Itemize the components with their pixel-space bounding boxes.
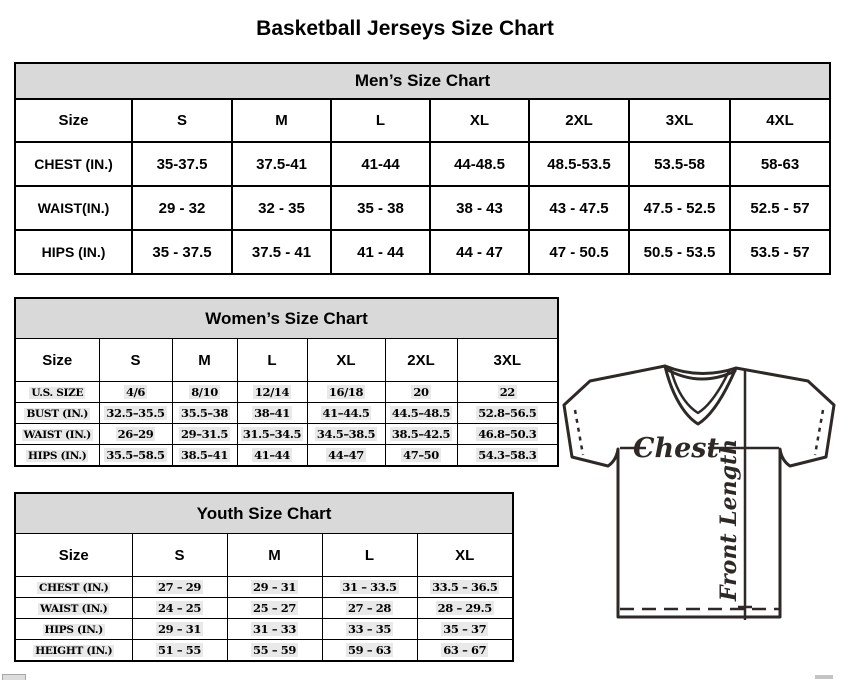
size-column-header: 3XL — [457, 339, 558, 382]
size-value: 53.5 - 57 — [750, 243, 810, 261]
mens-size-table — [14, 62, 831, 275]
youth-table-title: Youth Size Chart — [15, 493, 513, 534]
measurement-row — [15, 186, 830, 230]
size-value: 33 – 35 — [348, 622, 391, 636]
size-value: 63 – 67 — [443, 643, 487, 657]
size-value: 34.5–38.5 — [316, 427, 376, 441]
size-column-header: 2XL — [385, 339, 457, 382]
size-value: 35.5–58.5 — [106, 448, 165, 462]
mens-size-chart-section — [14, 62, 829, 275]
size-value: 31 – 33.5 — [342, 580, 397, 594]
jersey-measurement-diagram — [556, 356, 842, 626]
size-value: 29 – 31 — [253, 580, 296, 594]
size-column-header: 4XL — [730, 99, 830, 142]
size-value: 41–44.5 — [322, 406, 370, 420]
size-column-header: L — [322, 534, 417, 577]
size-column-header: M — [227, 534, 322, 577]
size-column-header: XL — [417, 534, 513, 577]
size-value: 41-44 — [361, 155, 400, 173]
size-value: 59 – 63 — [348, 643, 391, 657]
cutoff-fragment-right — [815, 675, 833, 679]
size-header-row — [15, 99, 830, 142]
measurement-row — [15, 403, 558, 424]
chest-label: Chest — [633, 433, 719, 464]
row-label: HIPS (IN.) — [44, 624, 103, 636]
measurement-row — [15, 598, 513, 619]
row-label: BUST (IN.) — [26, 408, 88, 420]
size-header-label: Size — [15, 534, 132, 577]
size-value: 31.5–34.5 — [242, 427, 302, 441]
size-value: 33.5 – 36.5 — [432, 580, 498, 594]
row-label: WAIST (IN.) — [40, 603, 108, 615]
size-value: 44–47 — [328, 448, 364, 462]
size-value: 38 - 43 — [456, 199, 503, 217]
size-value: 27 – 28 — [348, 601, 391, 615]
page-title: Basketball Jerseys Size Chart — [256, 17, 554, 41]
size-column-header: XL — [430, 99, 529, 142]
size-column-header: L — [237, 339, 307, 382]
men-table-title: Men’s Size Chart — [15, 63, 830, 99]
size-value: 29–31.5 — [181, 427, 228, 441]
women-table-title: Women’s Size Chart — [15, 298, 558, 339]
size-value: 44 - 47 — [456, 243, 503, 261]
size-header-label: Size — [15, 339, 99, 382]
front-length-label: Front Length — [716, 438, 742, 602]
youth-size-table — [14, 492, 514, 662]
size-value: 44-48.5 — [454, 155, 505, 173]
size-value: 47–50 — [403, 448, 439, 462]
size-value: 47.5 - 52.5 — [643, 199, 716, 217]
size-value: 50.5 - 53.5 — [643, 243, 716, 261]
measurement-row — [15, 424, 558, 445]
size-value: 27 – 29 — [158, 580, 201, 594]
size-value: 25 – 27 — [253, 601, 296, 615]
size-column-header: 3XL — [629, 99, 730, 142]
size-value: 52.5 - 57 — [750, 199, 810, 217]
womens-size-chart-section — [14, 297, 557, 467]
measurement-row — [15, 445, 558, 467]
measurement-row — [15, 230, 830, 274]
size-value: 58-63 — [760, 155, 800, 173]
youth-size-chart-section — [14, 492, 512, 662]
size-value: 51 – 55 — [158, 643, 201, 657]
measurement-row — [15, 142, 830, 186]
row-label: CHEST (IN.) — [39, 582, 109, 594]
size-value: 37.5 - 41 — [251, 243, 312, 261]
row-label: WAIST(IN.) — [37, 200, 110, 216]
size-value: 28 – 29.5 — [437, 601, 492, 615]
jersey-outline — [564, 366, 834, 617]
size-value: 43 - 47.5 — [549, 199, 609, 217]
size-value: 37.5-41 — [256, 155, 307, 173]
size-value: 48.5-53.5 — [547, 155, 611, 173]
row-label: HIPS (IN.) — [28, 450, 87, 462]
size-column-header: 2XL — [529, 99, 629, 142]
size-value: 41 - 44 — [357, 243, 404, 261]
size-value: 41–44 — [254, 448, 290, 462]
size-value: 29 – 31 — [158, 622, 201, 636]
size-value: 55 – 59 — [253, 643, 296, 657]
size-header-row — [15, 339, 558, 382]
size-column-header: S — [99, 339, 172, 382]
row-label: CHEST (IN.) — [34, 156, 113, 172]
measurement-row — [15, 577, 513, 598]
size-column-header: M — [232, 99, 331, 142]
size-column-header: S — [132, 99, 232, 142]
size-value: 38–41 — [254, 406, 290, 420]
size-column-header: M — [172, 339, 237, 382]
size-column-header: XL — [307, 339, 385, 382]
size-column-header: S — [132, 534, 227, 577]
row-label: WAIST (IN.) — [23, 429, 91, 441]
size-header-row — [15, 534, 513, 577]
size-value: 26–29 — [117, 427, 154, 441]
size-value: 35.5–38 — [181, 406, 228, 420]
size-column-header: L — [331, 99, 430, 142]
size-value: 32 - 35 — [258, 199, 305, 217]
size-value: 31 – 33 — [253, 622, 296, 636]
size-value: 24 – 25 — [158, 601, 201, 615]
size-value: 38.5–42.5 — [391, 427, 451, 441]
size-value: 54.3–58.3 — [478, 448, 537, 462]
size-value: 32.5–35.5 — [106, 406, 165, 420]
size-value: 52.8–56.5 — [478, 406, 537, 420]
size-value: 8/10 — [191, 385, 218, 399]
size-value: 35 - 37.5 — [152, 243, 212, 261]
size-value: 46.8–50.3 — [478, 427, 537, 441]
row-label: U.S. SIZE — [31, 387, 84, 399]
size-value: 35 - 38 — [357, 199, 404, 217]
size-value: 47 - 50.5 — [549, 243, 609, 261]
row-label: HEIGHT (IN.) — [35, 645, 113, 657]
size-value: 35 – 37 — [443, 622, 487, 636]
size-value: 12/14 — [254, 385, 290, 399]
size-value: 4/6 — [125, 385, 145, 399]
size-value: 44.5–48.5 — [391, 406, 451, 420]
size-value: 29 - 32 — [158, 199, 206, 217]
size-value: 53.5-58 — [654, 155, 705, 173]
size-value: 35-37.5 — [156, 155, 208, 173]
size-value: 20 — [413, 385, 429, 399]
row-label: HIPS (IN.) — [41, 244, 106, 260]
measurement-row — [15, 640, 513, 662]
measurement-row — [15, 619, 513, 640]
womens-size-table — [14, 297, 559, 467]
cutoff-fragment-left — [2, 674, 26, 680]
size-header-label: Size — [15, 99, 132, 142]
size-value: 22 — [499, 385, 515, 399]
size-value: 38.5–41 — [181, 448, 228, 462]
size-value: 16/18 — [328, 385, 364, 399]
measurement-row — [15, 382, 558, 403]
